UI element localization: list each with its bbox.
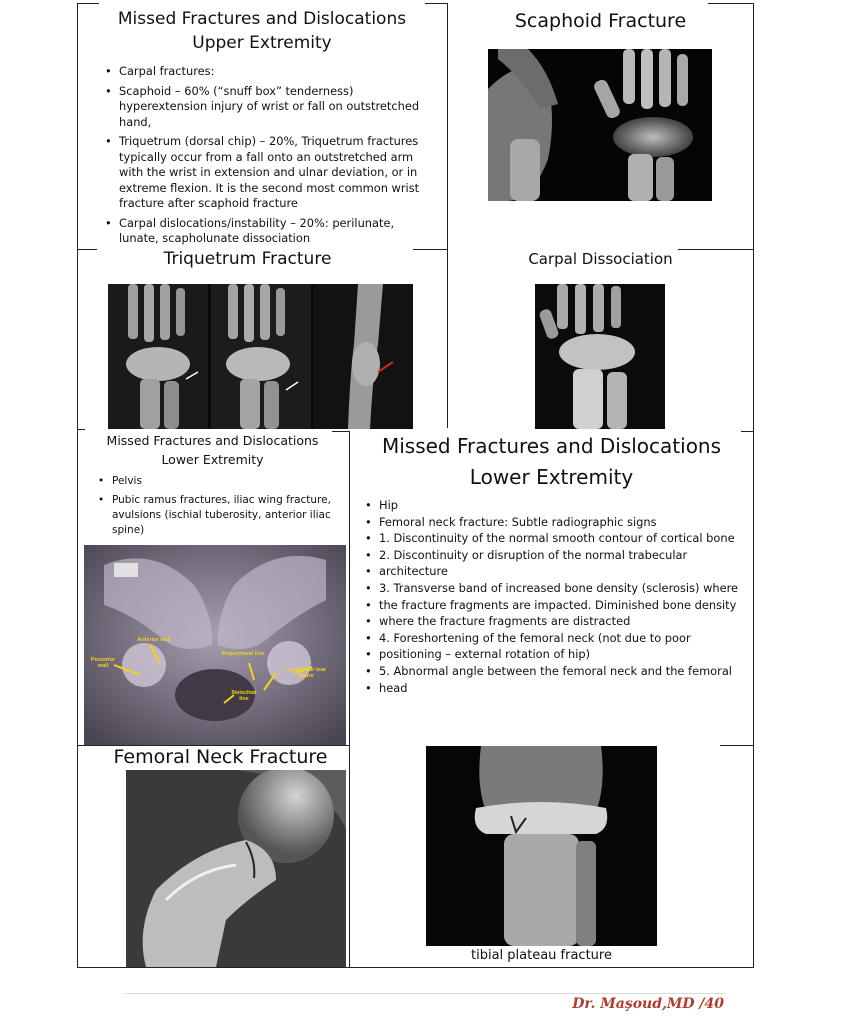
bullet-item: • 3. Transverse band of increased bone density (sclerosis) where	[365, 580, 753, 597]
frame-line	[413, 249, 447, 250]
bullet-item: • 5. Abnormal angle between the femoral neck and the femoral	[365, 663, 753, 680]
frame-line	[77, 249, 97, 250]
femoral-neck-xray-image	[126, 770, 346, 967]
bullet-item: • Hip	[365, 497, 753, 514]
slide-lower-extremity-pelvis	[78, 429, 347, 745]
bullet-item: • Pubic ramus fractures, iliac wing fracture, avulsions (ischial tuberosity, anterior iliac spine)	[98, 493, 338, 538]
bullet-item: • architecture	[365, 563, 753, 580]
frame-line	[753, 3, 754, 967]
label-acetabular-tear-figure: Acetabular tear figure	[285, 667, 327, 679]
bullet-list	[105, 64, 435, 247]
bullet-item: • 4. Foreshortening of the femoral neck (not due to poor	[365, 630, 753, 647]
slide-title	[78, 431, 347, 469]
bullet-item: • Triquetrum (dorsal chip) – 20%, Triquetrum fractures typically occur from a fall onto an outstretched arm with the wrist in extension and ulnar deviation, or in extreme flexion. It is the second most common wrist fracture after scaphoid fracture	[105, 134, 435, 212]
slide-title: Carpal Dissociation	[528, 250, 673, 268]
bullet-item: • Scaphoid – 60% (“snuff box” tenderness) hyperextension injury of wrist or fall on outstretched hand,	[105, 84, 435, 131]
slide-title	[350, 431, 753, 493]
frame-line	[720, 745, 753, 746]
bullet-item: • where the fracture fragments are distracted	[365, 613, 753, 630]
slide-title: Femoral Neck Fracture	[113, 746, 328, 768]
bullet-item: • the fracture fragments are impacted. Diminished bone density	[365, 597, 753, 614]
slide-scaphoid-fracture	[448, 3, 753, 249]
title-line-1: Missed Fractures and Dislocations	[117, 9, 407, 29]
frame-line	[77, 429, 85, 430]
title-line-2: Lower Extremity	[161, 452, 264, 467]
bullet-item: • positioning – external rotation of hip)	[365, 646, 753, 663]
slide-carpal-dissociation	[448, 249, 753, 429]
bullet-list	[98, 474, 338, 538]
bullet-item: • 1. Discontinuity of the normal smooth contour of cortical bone	[365, 530, 753, 547]
title-line-2: Upper Extremity	[192, 33, 332, 53]
slide-title: Triquetrum Fracture	[163, 249, 332, 269]
bullet-list	[365, 497, 753, 696]
frame-line	[741, 431, 753, 432]
frame-line	[77, 3, 99, 4]
slide-triquetrum-fracture	[78, 249, 447, 429]
bullet-item: • Carpal dislocations/instability – 20%: perilunate, lunate, scapholunate dissociation	[105, 216, 435, 247]
carpal-dissociation-xray-image	[535, 284, 665, 429]
image-caption: tibial plateau fracture	[471, 948, 612, 963]
frame-line	[425, 3, 447, 4]
label-posterior-wall: Posterior wall	[90, 657, 116, 669]
frame-line	[77, 745, 381, 746]
label-anterior-wall: Anterior wall	[137, 637, 171, 643]
bullet-item: • Carpal fractures:	[105, 64, 435, 80]
slide-upper-extremity	[77, 3, 447, 249]
bullet-item: • 2. Discontinuity or disruption of the normal trabecular	[365, 547, 753, 564]
bullet-item: • Pelvis	[98, 474, 338, 489]
bullet-item: • head	[365, 680, 753, 697]
slide-femoral-neck-fracture	[78, 745, 349, 967]
frame-line	[678, 249, 753, 250]
triquetrum-xray-image	[108, 284, 413, 429]
slide-title	[77, 7, 447, 55]
tibial-plateau-xray-image	[426, 746, 657, 946]
pelvis-xray-image	[84, 545, 346, 745]
bullet-item: • Femoral neck fracture: Subtle radiographic signs	[365, 514, 753, 531]
title-line-1: Missed Fractures and Dislocations	[106, 433, 319, 448]
page-footer: Dr. Maşoud,MD /40	[572, 996, 724, 1012]
slide-tibial-plateau-fracture	[350, 745, 753, 967]
label-ilioischial-line: Ilioischial line	[231, 690, 257, 702]
frame-line	[708, 3, 753, 4]
slide-lower-extremity-hip	[350, 429, 753, 745]
title-line-2: Lower Extremity	[469, 465, 634, 489]
frame-line	[77, 967, 754, 968]
footer-divider	[125, 993, 725, 994]
title-line-1: Missed Fractures and Dislocations	[381, 434, 722, 458]
label-iliopectineal-line: Iliopectineal line	[221, 651, 265, 657]
scaphoid-xray-image	[488, 49, 712, 201]
slide-title: Scaphoid Fracture	[514, 10, 687, 32]
